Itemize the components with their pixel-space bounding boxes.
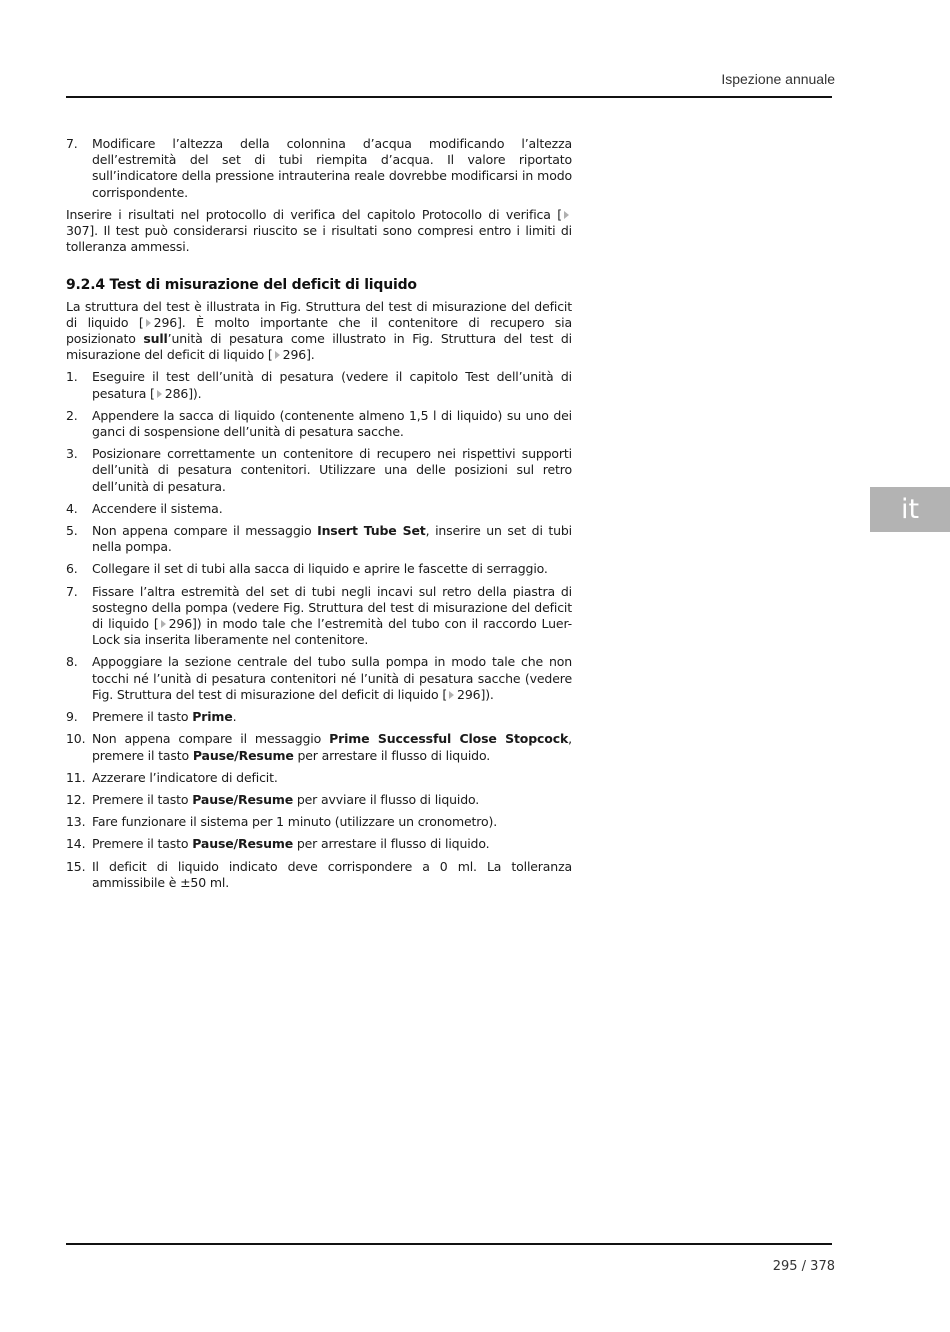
language-tab-label: it [900, 494, 920, 525]
list-item [66, 731, 572, 763]
intro-steps-list [66, 136, 572, 201]
list-item-text: Premere il tasto [92, 709, 193, 725]
list-item-number: 10. [66, 731, 86, 747]
page-reference-link[interactable]: 286 [164, 385, 189, 401]
ui-message-term: Insert Tube Set [317, 523, 426, 539]
list-item-text: Collegare il set di tubi alla sacca di liquido e aprire le fascette di serraggio. [92, 561, 548, 577]
ui-key-term: Pause/Resume [192, 836, 294, 852]
list-item-number: 7. [66, 583, 78, 599]
page-reference-link[interactable]: 296 [153, 314, 178, 330]
paragraph-text: ’unità di pesatura come illustrato in Fig. Struttura del test di misurazione del deficit di liquido [ [66, 331, 572, 363]
list-item [66, 136, 572, 201]
list-item-text: per arrestare il flusso di liquido. [293, 836, 490, 852]
list-item-text: ]). [480, 686, 494, 702]
intro-paragraph [66, 207, 572, 256]
list-item-number: 12. [66, 791, 86, 807]
ui-message-term: Prime Successful Close Stopcock [329, 731, 569, 747]
list-item-text: , premere il tasto [92, 731, 572, 763]
list-item [66, 814, 572, 830]
page-number: 295 / 378 [772, 1259, 835, 1274]
list-item [66, 836, 572, 852]
list-item [66, 561, 572, 577]
paragraph-text: La struttura del test è illustrata in Fig. Struttura del test di misurazione del deficit di liquido [ [66, 298, 572, 330]
list-item [66, 408, 572, 440]
section-heading: 9.2.4 Test di misurazione del deficit di liquido [66, 277, 417, 294]
page-content [66, 136, 572, 897]
list-item-number: 1. [66, 369, 78, 385]
page-reference-arrow-icon[interactable] [161, 620, 166, 628]
list-item-text: . [232, 709, 237, 725]
list-item [66, 369, 572, 401]
list-item [66, 501, 572, 517]
list-item-text: Premere il tasto [92, 791, 193, 807]
page-reference-arrow-icon[interactable] [157, 390, 162, 398]
list-item [66, 654, 572, 703]
list-item-text: Non appena compare il messaggio [92, 731, 330, 747]
paragraph-text: Inserire i risultati nel protocollo di verifica del capitolo Protocollo di verifica [ [66, 206, 562, 222]
list-item-text: ]) in modo tale che l’estremità del tubo con il raccordo Luer-Lock sia inserita liberamente nel contenitore. [92, 616, 573, 648]
list-item [66, 859, 572, 891]
list-item-text: Modificare l’altezza della colonnina d’acqua modificando l’altezza dell’estremità del set di tubi riempita d’acqua. Il valore riportato sull’indicatore della pressione intrauterina reale dovrebbe modificarsi in modo corrispondente. [92, 136, 572, 200]
list-item-text: Fare funzionare il sistema per 1 minuto (utilizzare un cronometro). [92, 814, 498, 830]
page-reference-link[interactable]: 307 [66, 223, 90, 239]
paragraph-text: ]. Il test può considerarsi riuscito se i risultati sono compresi entro i limiti di tolleranza ammessi. [66, 223, 572, 255]
language-tab[interactable] [870, 487, 950, 532]
page-reference-arrow-icon[interactable] [146, 319, 151, 327]
list-item [66, 584, 572, 649]
list-item-text: per arrestare il flusso di liquido. [293, 747, 491, 763]
list-item-number: 3. [66, 446, 78, 462]
list-item-text: Premere il tasto [92, 836, 193, 852]
list-item-number: 7. [66, 136, 78, 151]
list-item-number: 15. [66, 858, 86, 874]
list-item-number: 5. [66, 523, 78, 539]
page-reference-arrow-icon[interactable] [449, 691, 454, 699]
list-item-text: Fissare l’altra estremità del set di tubi negli incavi sul retro della piastra di sostegno della pompa (vedere Fig. Struttura del test di misurazione del deficit di liquido [ [92, 583, 572, 632]
list-item-number: 6. [66, 561, 78, 577]
page-reference-link[interactable]: 296 [457, 686, 481, 702]
list-item [66, 770, 572, 786]
page-reference-link[interactable]: 296 [282, 347, 307, 363]
page-reference-link[interactable]: 296 [168, 616, 193, 632]
list-item-number: 13. [66, 814, 86, 830]
ui-key-term: Pause/Resume [192, 747, 294, 763]
list-item-number: 9. [66, 709, 78, 725]
page-reference-arrow-icon[interactable] [275, 351, 280, 359]
list-item-number: 8. [66, 654, 78, 670]
footer-rule [66, 1243, 832, 1245]
list-item-number: 4. [66, 500, 78, 516]
list-item-text: Non appena compare il messaggio [92, 523, 318, 539]
list-item-text: Azzerare l’indicatore di deficit. [92, 769, 278, 785]
list-item-number: 14. [66, 836, 86, 852]
header-rule [66, 96, 832, 98]
list-item-number: 11. [66, 769, 86, 785]
list-item-text: Eseguire il test dell’unità di pesatura (vedere il capitolo Test dell’unità di pesatura [ [92, 369, 572, 401]
emphasized-term: sull [143, 331, 168, 347]
list-item-text: per avviare il flusso di liquido. [293, 791, 480, 807]
section-intro-paragraph [66, 299, 572, 364]
list-item-text: ]). [188, 385, 202, 401]
paragraph-text: ]. È molto importante che il contenitore di recupero sia posizionato [66, 314, 573, 347]
list-item-text: Posizionare correttamente un contenitore di recupero nei rispettivi supporti dell’unità di pesatura contenitori. Utilizzare una delle posizioni sul retro dell’unità di pesatura. [92, 446, 572, 494]
list-item-text: Appoggiare la sezione centrale del tubo sulla pompa in modo tale che non tocchi né l’unità di pesatura contenitori né l’unità di pesatura sacche (vedere Fig. Struttura del test di misurazione del deficit di liquido [ [92, 654, 572, 702]
list-item-text: Il deficit di liquido indicato deve corrispondere a 0 ml. La tolleranza ammissibile è ±50 ml. [92, 858, 572, 890]
list-item-text: Accendere il sistema. [92, 500, 223, 516]
list-item [66, 792, 572, 808]
list-item-number: 2. [66, 407, 78, 423]
running-header-title: Ispezione annuale [721, 71, 835, 87]
list-item-text: , inserire un set di tubi nella pompa. [92, 523, 573, 555]
paragraph-text: ]. [306, 347, 315, 363]
ui-key-term: Prime [192, 709, 233, 725]
list-item [66, 709, 572, 725]
list-item [66, 446, 572, 495]
procedure-steps-list [66, 369, 572, 890]
page-reference-arrow-icon[interactable] [564, 211, 569, 219]
list-item [66, 523, 572, 555]
ui-key-term: Pause/Resume [192, 791, 294, 807]
list-item-text: Appendere la sacca di liquido (contenente almeno 1,5 l di liquido) su uno dei ganci di sospensione dell’unità di pesatura sacche. [92, 407, 572, 440]
